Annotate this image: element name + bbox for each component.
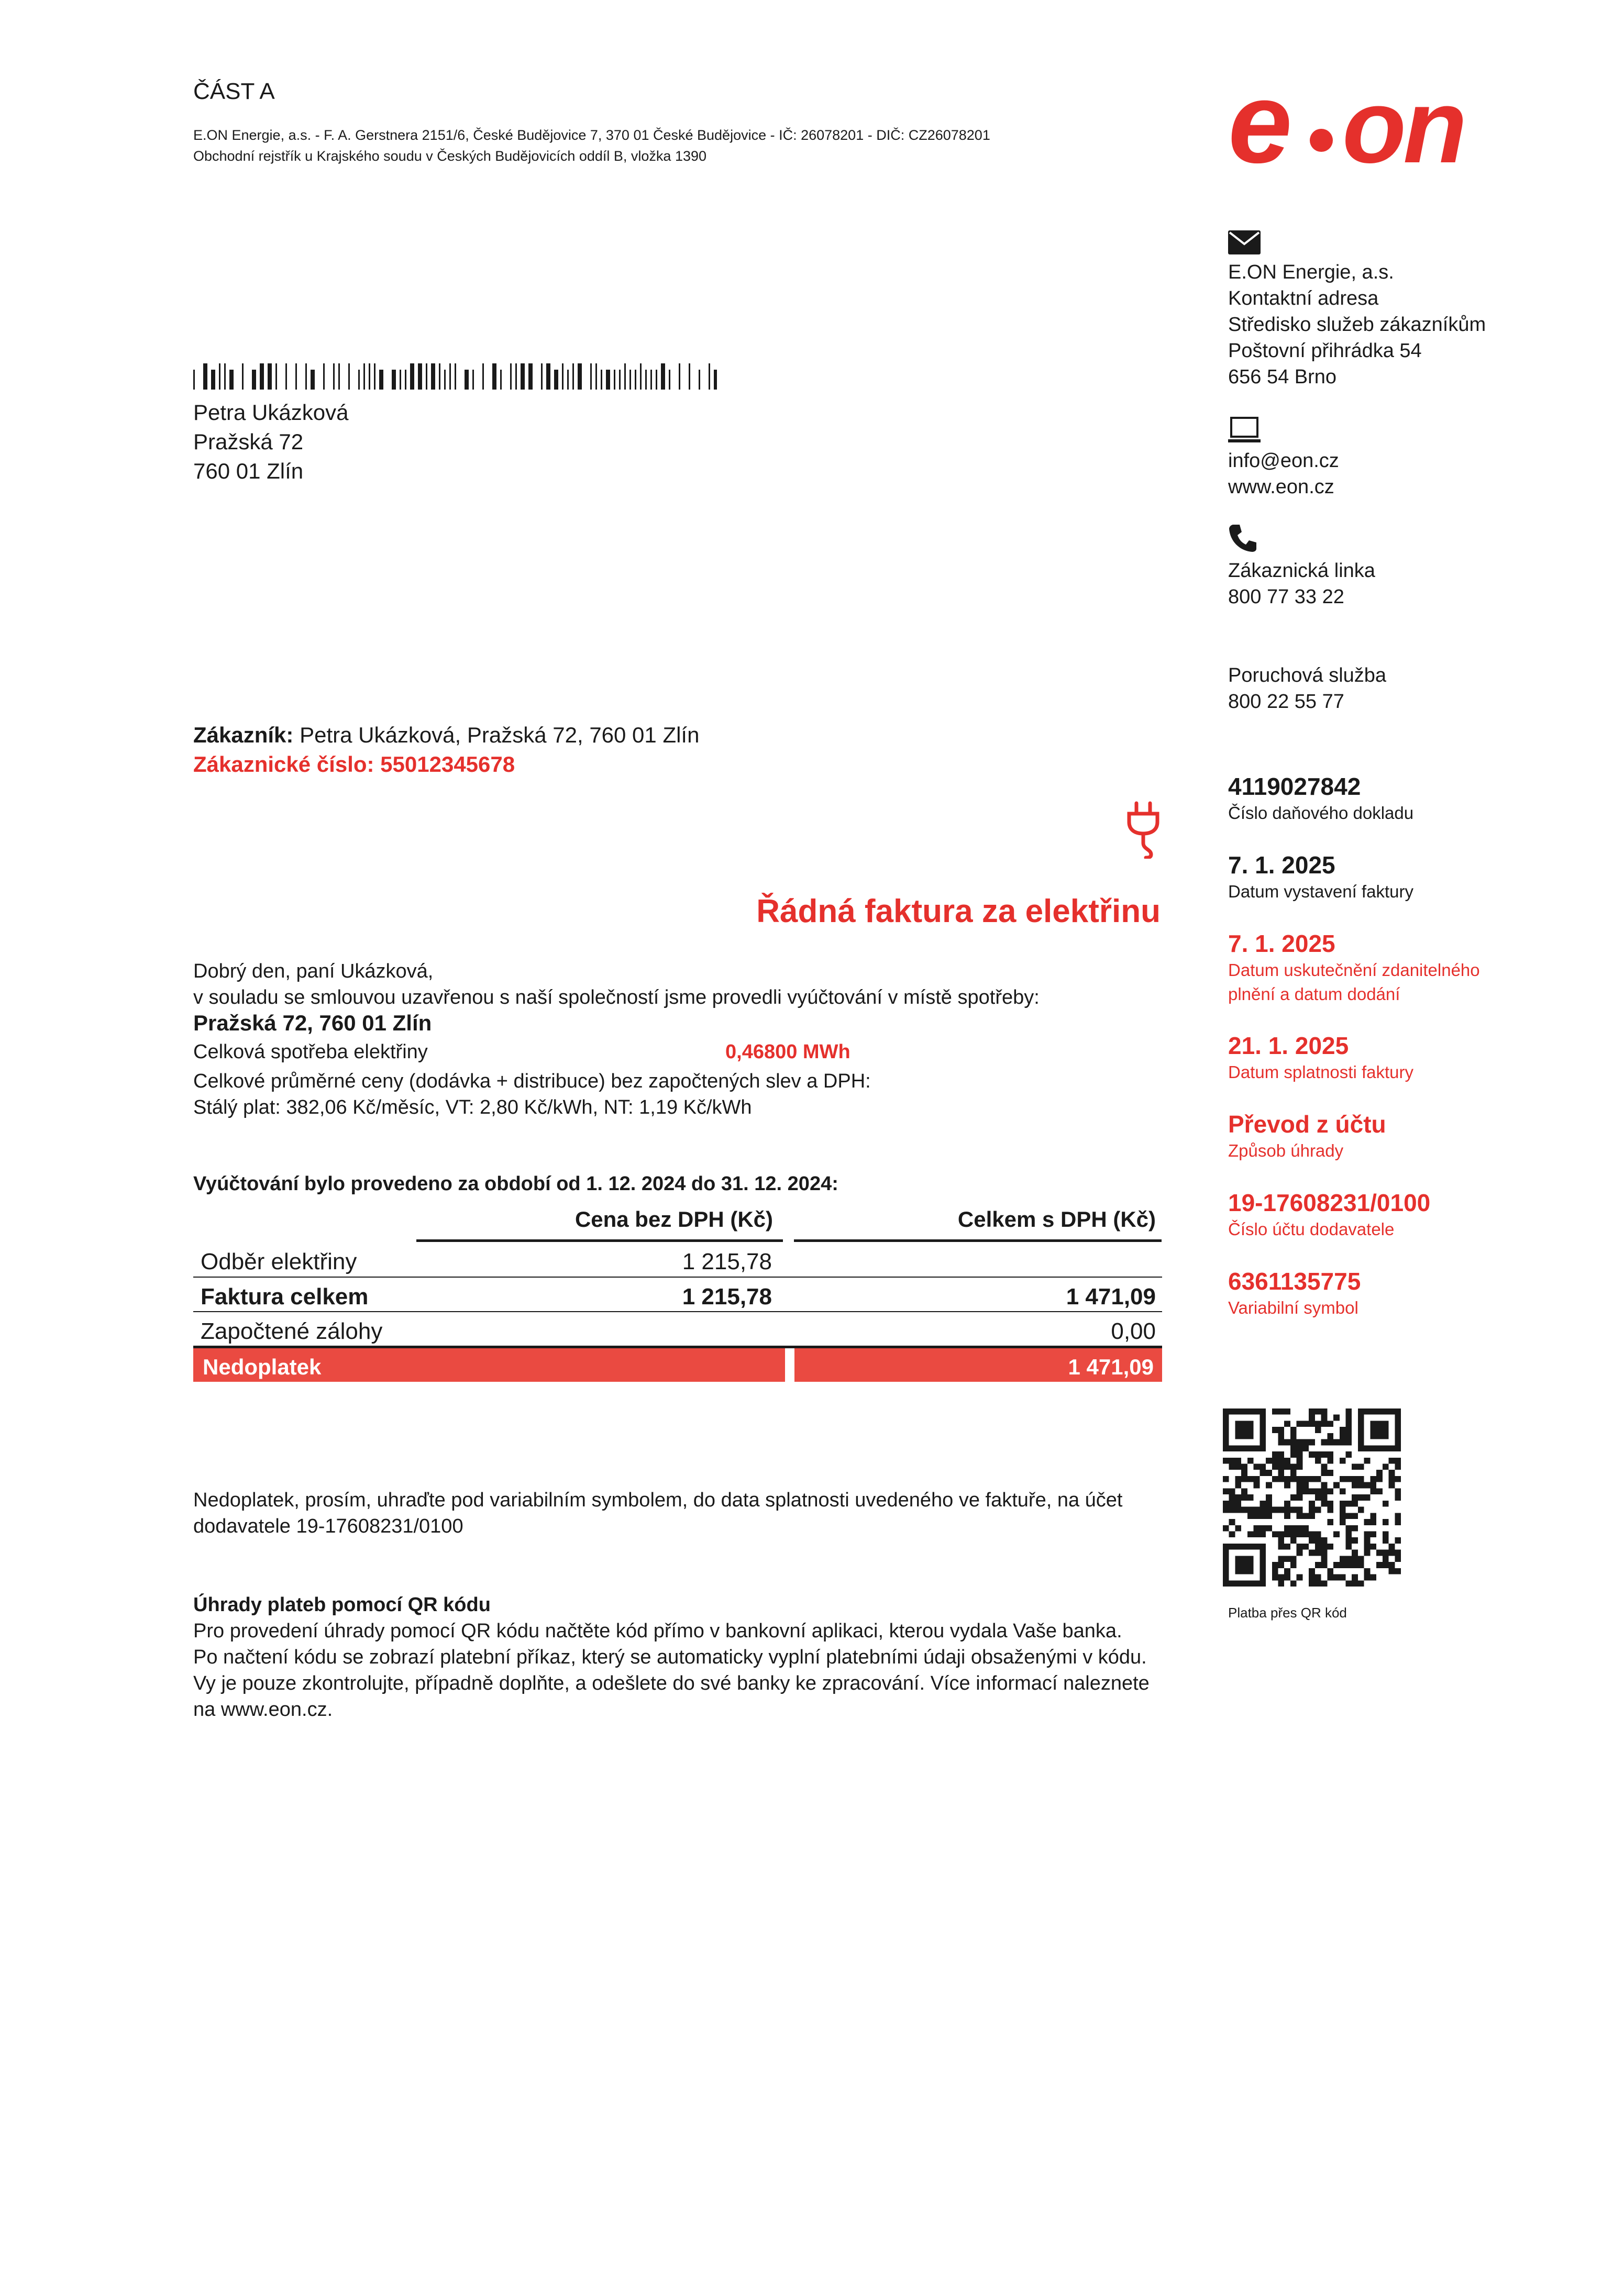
legal-info xyxy=(193,125,1084,167)
eon-logo xyxy=(1228,79,1542,178)
taxable-label-line: plnění a datum dodání xyxy=(1228,984,1400,1004)
customer-value: Petra Ukázková, Pražská 72, 760 01 Zlín xyxy=(300,723,700,747)
hotline xyxy=(1228,558,1375,610)
greeting: Dobrý den, paní Ukázková, xyxy=(193,960,434,982)
row-net: 1 215,78 xyxy=(682,1284,772,1310)
recipient-street: Pražská 72 xyxy=(193,429,304,454)
consumption-place: Pražská 72, 760 01 Zlín xyxy=(193,1011,432,1035)
row-gross: 0,00 xyxy=(1111,1318,1156,1344)
contact-address-line: Poštovní přihrádka 54 xyxy=(1228,340,1422,362)
payment-note-line: Nedoplatek, prosím, uhraďte pod variabilním symbolem, do data splatnosti uvedeného ve faktuře, na účet xyxy=(193,1489,1123,1511)
table-header-net: Cena bez DPH (Kč) xyxy=(575,1207,773,1232)
total-value-cell xyxy=(794,1348,1162,1382)
doc-number-label: Číslo daňového dokladu xyxy=(1228,803,1414,823)
row-label: Započtené zálohy xyxy=(201,1318,383,1344)
invoice-title: Řádná faktura za elektřinu xyxy=(756,893,1161,929)
qr-instructions xyxy=(193,1618,1150,1723)
customer-label: Zákazník: xyxy=(193,723,294,747)
barcode xyxy=(193,363,717,390)
recipient-city: 760 01 Zlín xyxy=(193,459,304,483)
legal-line-1: E.ON Energie, a.s. - F. A. Gerstnera 2151/6, České Budějovice 7, 370 01 České Budějovice - IČ: 26078201 - DIČ: CZ26078201 xyxy=(193,127,990,143)
taxable-date-label xyxy=(1228,958,1480,1006)
qr-instruction-line: Vy je pouze zkontrolujte, případně doplňte, a odešlete do své banky ke zpracování. Více informací naleznete xyxy=(193,1672,1150,1694)
consumption-label: Celková spotřeba elektřiny xyxy=(193,1041,428,1063)
avg-prices-label: Celkové průměrné ceny (dodávka + distribuce) bez započtených slev a DPH: xyxy=(193,1070,871,1092)
table-row xyxy=(193,1244,1162,1277)
table-row xyxy=(193,1313,1162,1347)
row-divider xyxy=(193,1277,1162,1278)
issue-date: 7. 1. 2025 xyxy=(1228,851,1335,879)
qr-label: Platba přes QR kód xyxy=(1228,1605,1347,1621)
doc-number: 4119027842 xyxy=(1228,773,1361,800)
qr-heading: Úhrady plateb pomocí QR kódu xyxy=(193,1594,491,1616)
due-date-label: Datum splatnosti faktury xyxy=(1228,1062,1413,1082)
billing-period: Vyúčtování bylo provedeno za období od 1. 12. 2024 do 31. 12. 2024: xyxy=(193,1173,838,1195)
total-label-cell xyxy=(193,1348,785,1382)
qr-instruction-line: Pro provedení úhrady pomocí QR kódu načtěte kód přímo v bankovní aplikaci, kterou vydala Vaše banka. xyxy=(193,1620,1122,1642)
part-label: ČÁST A xyxy=(193,79,275,104)
customer-line xyxy=(193,723,699,748)
recipient-address xyxy=(193,398,348,486)
hotline-label: Zákaznická linka xyxy=(1228,560,1375,582)
payment-method-label: Způsob úhrady xyxy=(1228,1141,1344,1160)
row-label: Odběr elektřiny xyxy=(201,1249,357,1274)
total-value: 1 471,09 xyxy=(1068,1355,1154,1379)
avg-prices: Stálý plat: 382,06 Kč/měsíc, VT: 2,80 Kč/kWh, NT: 1,19 Kč/kWh xyxy=(193,1096,752,1118)
due-date: 21. 1. 2025 xyxy=(1228,1032,1349,1059)
intro-text: v souladu se smlouvou uzavřenou s naší společností jsme provedli vyúčtování v místě spotřeby: xyxy=(193,986,1040,1008)
recipient-name: Petra Ukázková xyxy=(193,400,349,425)
row-divider xyxy=(193,1311,1162,1312)
envelope-icon xyxy=(1228,230,1261,254)
row-label: Faktura celkem xyxy=(201,1284,369,1310)
fault-label: Poruchová služba xyxy=(1228,664,1387,686)
laptop-icon xyxy=(1228,416,1261,443)
contact-address-line: 656 54 Brno xyxy=(1228,366,1337,388)
variable-symbol-label: Variabilní symbol xyxy=(1228,1298,1358,1317)
payment-note-line: dodavatele 19-17608231/0100 xyxy=(193,1515,463,1537)
supplier-account-label: Číslo účtu dodavatele xyxy=(1228,1219,1395,1239)
header-rule xyxy=(794,1239,1162,1242)
contact-address xyxy=(1228,259,1486,390)
taxable-label-line: Datum uskutečnění zdanitelného xyxy=(1228,960,1480,980)
payment-method: Převod z účtu xyxy=(1228,1111,1386,1138)
variable-symbol: 6361135775 xyxy=(1228,1268,1361,1295)
legal-line-2: Obchodní rejstřík u Krajského soudu v Českých Budějovicích oddíl B, vložka 1390 xyxy=(193,148,707,164)
qr-code xyxy=(1223,1408,1401,1587)
phone-icon xyxy=(1228,524,1257,553)
hotline-number: 800 77 33 22 xyxy=(1228,586,1344,608)
contact-address-line: Kontaktní adresa xyxy=(1228,287,1379,309)
issue-date-label: Datum vystavení faktury xyxy=(1228,882,1413,901)
qr-instruction-line: na www.eon.cz. xyxy=(193,1699,333,1721)
table-row xyxy=(193,1279,1162,1312)
total-label: Nedoplatek xyxy=(203,1355,322,1379)
email-link[interactable]: info@eon.cz xyxy=(1228,450,1339,472)
fault-number: 800 22 55 77 xyxy=(1228,691,1344,713)
svg-text:on: on xyxy=(1342,79,1464,178)
row-net: 1 215,78 xyxy=(682,1249,772,1274)
contact-address-line: Středisko služeb zákazníkům xyxy=(1228,314,1486,336)
row-gross: 1 471,09 xyxy=(1066,1284,1156,1310)
customer-number: Zákaznické číslo: 55012345678 xyxy=(193,752,515,777)
qr-instruction-line: Po načtení kódu se zobrazí platební příkaz, který se automaticky vyplní platebními údaji obsaženými v kódu. xyxy=(193,1646,1147,1668)
total-row xyxy=(193,1348,1162,1382)
fault-service xyxy=(1228,662,1386,715)
web-link[interactable]: www.eon.cz xyxy=(1228,476,1334,498)
payment-note xyxy=(193,1487,1122,1539)
contact-address-line: E.ON Energie, a.s. xyxy=(1228,261,1394,283)
svg-text:e: e xyxy=(1228,79,1289,178)
table-header-gross: Celkem s DPH (Kč) xyxy=(957,1207,1156,1232)
plug-icon xyxy=(1125,801,1162,859)
taxable-date: 7. 1. 2025 xyxy=(1228,930,1335,957)
supplier-account: 19-17608231/0100 xyxy=(1228,1189,1431,1216)
header-rule xyxy=(416,1239,783,1242)
contact-web xyxy=(1228,448,1339,500)
consumption-value: 0,46800 MWh xyxy=(725,1041,850,1063)
